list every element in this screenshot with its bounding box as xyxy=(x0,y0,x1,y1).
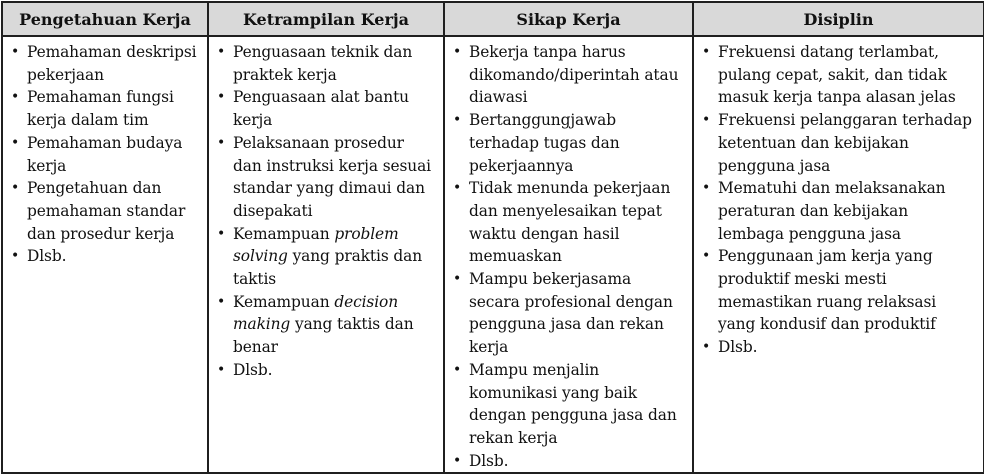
header-ketrampilan-kerja: Ketrampilan Kerja xyxy=(208,2,444,36)
list-item-text: Dlsb. xyxy=(718,338,758,357)
cell-sikap-kerja xyxy=(444,36,693,473)
list-item-text: Penguasaan teknik dan praktek kerja xyxy=(233,43,413,84)
list-item-text: Pelaksanaan prosedur dan instruksi kerja sesuai standar yang dimaui dan disepakati xyxy=(233,133,432,220)
bullet-icon: • xyxy=(453,112,462,129)
list-item xyxy=(213,291,437,359)
list-item-text: Tidak menunda pekerjaan dan menyelesaikan tepat waktu dengan hasil memuaskan xyxy=(469,179,671,266)
list-item xyxy=(449,359,686,450)
bullet-icon: • xyxy=(11,248,20,265)
list-item xyxy=(213,359,437,382)
list-item-text: Frekuensi datang terlambat, pulang cepat, sakit, dan tidak masuk kerja tanpa alasan jelas xyxy=(718,43,956,107)
bullet-icon: • xyxy=(217,134,226,151)
cell-pengetahuan-kerja xyxy=(2,36,208,473)
list-item xyxy=(698,109,977,177)
cell-disiplin xyxy=(693,36,984,473)
bullet-icon: • xyxy=(217,225,226,242)
bullet-icon: • xyxy=(702,339,711,356)
bullet-icon: • xyxy=(453,44,462,60)
list-item xyxy=(449,109,686,177)
list-item xyxy=(698,245,977,336)
list-item-text: Mampu bekerjasama secara profesional dengan pengguna jasa dan rekan kerja xyxy=(469,270,673,357)
page xyxy=(0,1,984,470)
list-item-text: Frekuensi pelanggaran terhadap ketentuan dan kebijakan pengguna jasa xyxy=(718,111,972,175)
list-item-text: yang praktis dan taktis xyxy=(233,247,423,289)
bullet-icon: • xyxy=(453,271,462,288)
bullet-icon: • xyxy=(217,293,226,310)
header-row xyxy=(2,2,984,36)
list-item-text: Dlsb. xyxy=(27,247,67,266)
bullet-icon: • xyxy=(702,44,711,60)
list-item-text: Pemahaman fungsi kerja dalam tim xyxy=(27,88,174,130)
list-item-italic-text: decision making xyxy=(233,292,399,334)
list-item-text: Dlsb. xyxy=(469,451,509,470)
list-item-text: Mampu menjalin komunikasi yang baik dengan pengguna jasa dan rekan kerja xyxy=(469,360,677,447)
list-item-text: yang taktis dan benar xyxy=(233,315,414,357)
bullet-icon: • xyxy=(217,89,226,106)
list-item-text: Penggunaan jam kerja yang produktif meski mesti memastikan ruang relaksasi yang kondusif dan produktif xyxy=(718,247,937,334)
list-item-text: Pemahaman budaya kerja xyxy=(27,133,183,175)
list-item-text: Kemampuan xyxy=(233,224,335,243)
bullet-icon: • xyxy=(702,112,711,129)
list-item xyxy=(213,41,437,86)
list-item xyxy=(213,86,437,131)
list-item xyxy=(698,41,977,109)
list-item-italic-text: problem solving xyxy=(233,224,399,266)
competency-table xyxy=(1,1,984,474)
list-item-text: Pemahaman deskripsi pekerjaan xyxy=(27,43,197,84)
bullet-icon: • xyxy=(453,361,462,378)
header-pengetahuan-kerja: Pengetahuan Kerja xyxy=(2,2,208,36)
list-item xyxy=(7,41,201,86)
list-item xyxy=(449,268,686,359)
list-item-text: Dlsb. xyxy=(233,360,273,379)
list-item-text: Bekerja tanpa harus dikomando/diperintah atau diawasi xyxy=(469,43,679,107)
bullet-list xyxy=(7,41,201,268)
content-row xyxy=(2,36,984,473)
cell-ketrampilan-kerja xyxy=(208,36,444,473)
bullet-icon: • xyxy=(11,134,20,151)
bullet-icon: • xyxy=(453,180,462,197)
bullet-icon: • xyxy=(702,248,711,265)
list-item-text: Bertanggungjawab terhadap tugas dan pekerjaannya xyxy=(469,111,620,175)
bullet-icon: • xyxy=(11,180,20,197)
header-sikap-kerja: Sikap Kerja xyxy=(444,2,693,36)
list-item xyxy=(213,132,437,223)
list-item xyxy=(449,450,686,473)
bullet-list xyxy=(449,41,686,472)
list-item-text: Penguasaan alat bantu kerja xyxy=(233,88,409,130)
list-item xyxy=(449,177,686,268)
list-item-text: Kemampuan xyxy=(233,292,335,311)
bullet-icon: • xyxy=(702,180,711,197)
list-item-text: Pengetahuan dan pemahaman standar dan prosedur kerja xyxy=(27,179,186,243)
bullet-icon: • xyxy=(11,89,20,106)
list-item xyxy=(213,223,437,291)
bullet-icon: • xyxy=(217,361,226,378)
list-item xyxy=(7,245,201,268)
list-item xyxy=(698,336,977,359)
list-item xyxy=(698,177,977,245)
bullet-icon: • xyxy=(11,44,20,60)
bullet-icon: • xyxy=(217,44,226,60)
list-item xyxy=(7,86,201,131)
bullet-list xyxy=(213,41,437,382)
list-item-text: Mematuhi dan melaksanakan peraturan dan kebijakan lembaga pengguna jasa xyxy=(718,179,946,243)
list-item xyxy=(7,132,201,177)
list-item xyxy=(449,41,686,109)
list-item xyxy=(7,177,201,245)
bullet-icon: • xyxy=(453,452,462,469)
bullet-list xyxy=(698,41,977,359)
header-disiplin: Disiplin xyxy=(693,2,984,36)
